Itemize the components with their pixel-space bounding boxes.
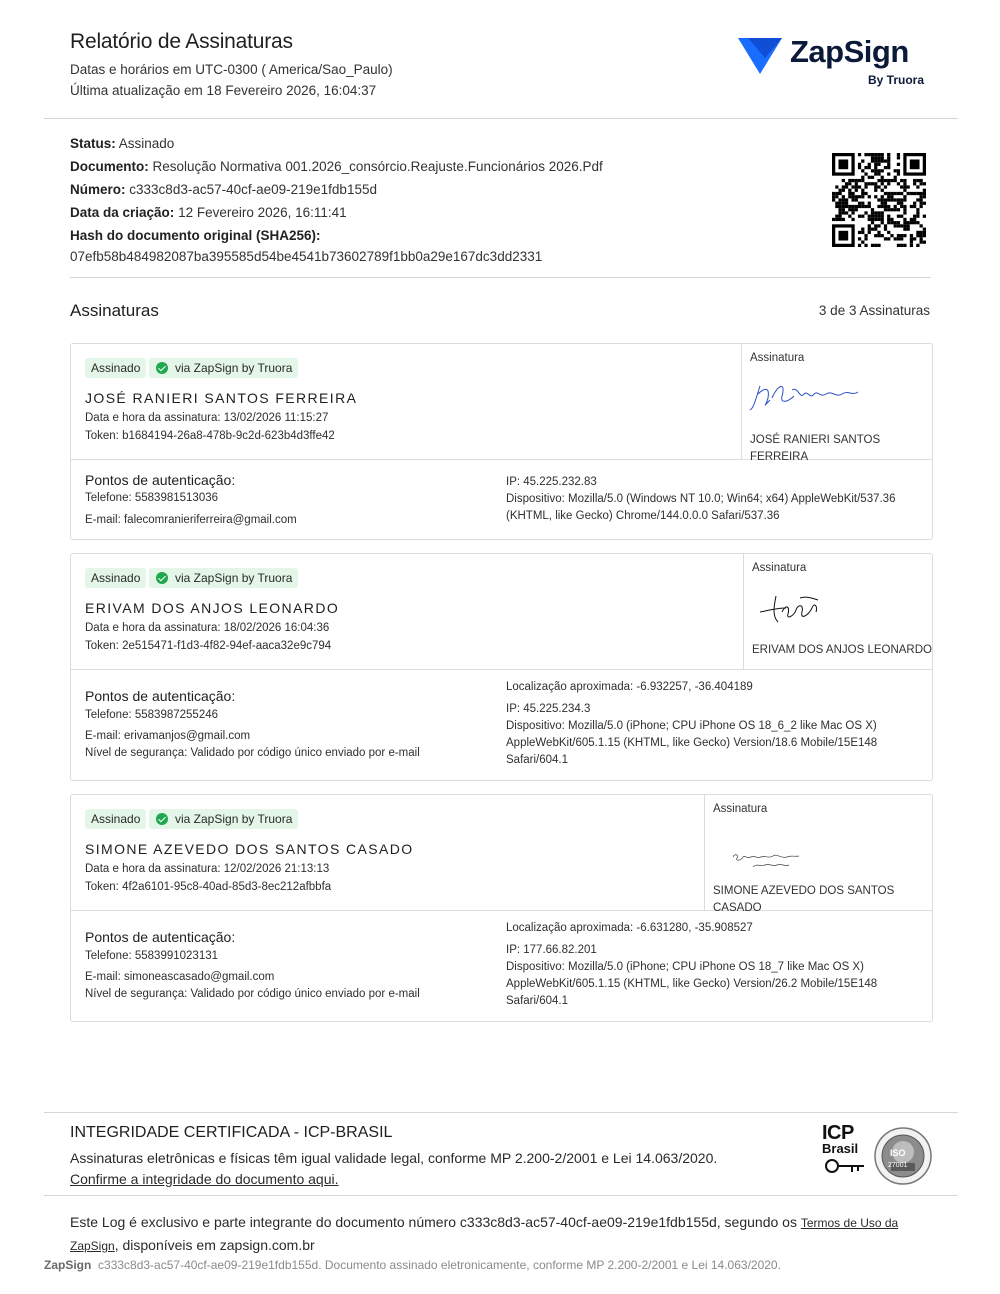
signatures-count: 3 de 3 Assinaturas <box>818 303 930 318</box>
terms-link[interactable]: Termos de Uso da ZapSign <box>70 1216 899 1253</box>
auth-security: Nível de segurança: Validado por código único enviado por e-mail <box>85 747 420 759</box>
qr-code-icon[interactable] <box>832 153 926 247</box>
status-badge: Assinado <box>85 568 146 588</box>
signatures-title: Assinaturas <box>70 301 159 320</box>
timezone-note: Datas e horários em UTC-0300 ( America/Sao_Paulo) <box>70 62 393 77</box>
auth-security: Nível de segurança: Validado por código único enviado por e-mail <box>85 988 420 1000</box>
document-line: Documento: Resolução Normativa 001.2026_consórcio.Reajuste.Funcionários 2026.Pdf <box>70 159 603 174</box>
status-badge: Assinado <box>85 358 146 378</box>
auth-title: Pontos de autenticação: <box>85 688 236 704</box>
divider <box>44 1195 958 1196</box>
document-number: c333c8d3-ac57-40cf-ae09-219e1fdb155d <box>129 182 377 197</box>
divider <box>44 118 958 119</box>
bottom-note <box>44 1258 781 1272</box>
check-icon <box>156 362 168 374</box>
status-badge: Assinado <box>85 809 146 829</box>
integrity-text: Assinaturas eletrônicas e físicas têm igual validade legal, conforme MP 2.200-2/2001 e Lei 14.063/2020. <box>70 1150 718 1166</box>
zapsign-logo-icon <box>738 36 782 76</box>
auth-email: E-mail: simoneascasado@gmail.com <box>85 971 275 983</box>
logo-by-truora: By Truora <box>868 73 925 87</box>
zapsign-logo <box>738 36 938 92</box>
auth-device: Dispositivo: Mozilla/5.0 (iPhone; CPU iPhone OS 18_6_2 like Mac OS X) AppleWebKit/605.1.15 (KHTML, like Gecko) Version/18.6 Mobile/15E148 Safari/604.1 <box>506 720 878 766</box>
via-zapsign-badge: via ZapSign by Truora <box>149 568 298 588</box>
integrity-title: INTEGRIDADE CERTIFICADA - ICP-BRASIL <box>70 1124 393 1141</box>
signature-box <box>704 795 932 914</box>
document-name: Resolução Normativa 001.2026_consórcio.Reajuste.Funcionários 2026.Pdf <box>152 159 603 174</box>
signature-box <box>741 344 932 463</box>
check-icon <box>156 813 168 825</box>
signature-image <box>729 847 819 873</box>
hash-label: Hash do documento original (SHA256): <box>70 228 321 243</box>
signature-name: ERIVAM DOS ANJOS LEONARDO <box>752 644 932 656</box>
signature-label: Assinatura <box>713 803 768 815</box>
bottom-brand: ZapSign <box>44 1258 92 1272</box>
signature-token: Token: 4f2a6101-95c8-40ad-85d3-8ec212afbbfa <box>85 881 332 893</box>
via-zapsign-badge: via ZapSign by Truora <box>149 809 298 829</box>
signer-card <box>70 343 933 540</box>
auth-ip: IP: 45.225.234.3 <box>506 703 591 715</box>
auth-email: E-mail: erivamanjos@gmail.com <box>85 730 251 742</box>
auth-phone: Telefone: 5583981513036 <box>85 492 219 504</box>
auth-email: E-mail: falecomranieriferreira@gmail.com <box>85 514 297 526</box>
auth-device: Dispositivo: Mozilla/5.0 (Windows NT 10.0; Win64; x64) AppleWebKit/537.36 (KHTML, like Gecko) Chrome/144.0.0.0 Safari/537.36 <box>506 493 896 522</box>
signature-box <box>743 554 932 669</box>
iso-label: ISO <box>890 1148 906 1158</box>
log-text: Este Log é exclusivo e parte integrante do documento número c333c8d3-ac57-40cf-ae09-219e1fdb155d, segundo os Termos de Uso da ZapSign, disponíveis em zapsign.com.br <box>70 1214 899 1253</box>
auth-location: Localização aproximada: -6.631280, -35.908527 <box>506 922 753 934</box>
auth-device: Dispositivo: Mozilla/5.0 (iPhone; CPU iPhone OS 18_7 like Mac OS X) AppleWebKit/605.1.15 (KHTML, like Gecko) Version/26.2 Mobile/15E148 Safari/604.1 <box>506 961 878 1007</box>
report-title: Relatório de Assinaturas <box>70 30 293 53</box>
created-line: Data da criação: 12 Fevereiro 2026, 16:11:41 <box>70 205 347 220</box>
signature-label: Assinatura <box>752 562 807 574</box>
last-updated: Última atualização em 18 Fevereiro 2026, 16:04:37 <box>70 83 377 98</box>
auth-title: Pontos de autenticação: <box>85 472 236 488</box>
auth-ip: IP: 45.225.232.83 <box>506 476 597 488</box>
signer-name: ERIVAM DOS ANJOS LEONARDO <box>85 600 340 616</box>
key-icon <box>822 1156 868 1176</box>
status-value: Assinado <box>118 136 175 151</box>
via-zapsign-badge: via ZapSign by Truora <box>149 358 298 378</box>
signature-token: Token: b1684194-26a8-478b-9c2d-623b4d3ffe42 <box>85 430 335 442</box>
signature-name: JOSÉ RANIERI SANTOS FERREIRA <box>750 434 881 463</box>
auth-location: Localização aproximada: -6.932257, -36.404189 <box>506 681 753 693</box>
signature-datetime: Data e hora da assinatura: 13/02/2026 11:15:27 <box>85 412 329 424</box>
signature-image <box>756 590 836 630</box>
signer-name: JOSÉ RANIERI SANTOS FERREIRA <box>85 390 358 406</box>
divider <box>70 277 931 278</box>
signature-label: Assinatura <box>750 352 805 364</box>
signature-datetime: Data e hora da assinatura: 12/02/2026 21:13:13 <box>85 863 330 875</box>
signature-token: Token: 2e515471-f1d3-4f82-94ef-aaca32e9c794 <box>85 640 332 652</box>
signer-name: SIMONE AZEVEDO DOS SANTOS CASADO <box>85 841 414 857</box>
number-line: Número: c333c8d3-ac57-40cf-ae09-219e1fdb155d <box>70 182 377 197</box>
status-line: Status: Assinado <box>70 136 175 151</box>
divider <box>44 1112 958 1113</box>
integrity-link[interactable]: Confirme a integridade do documento aqui. <box>70 1171 339 1187</box>
check-icon <box>156 572 168 584</box>
auth-title: Pontos de autenticação: <box>85 929 236 945</box>
auth-phone: Telefone: 5583987255246 <box>85 709 219 721</box>
auth-ip: IP: 177.66.82.201 <box>506 944 597 956</box>
signature-name: SIMONE AZEVEDO DOS SANTOS CASADO <box>713 885 895 914</box>
created-date: 12 Fevereiro 2026, 16:11:41 <box>178 205 347 220</box>
signature-datetime: Data e hora da assinatura: 18/02/2026 16:04:36 <box>85 622 330 634</box>
iso-number: 27001 <box>888 1162 908 1169</box>
signature-image <box>748 380 868 416</box>
logo-wordmark: ZapSign <box>790 34 909 69</box>
auth-phone: Telefone: 5583991023131 <box>85 950 219 962</box>
icp-brasil-logo: ICP Brasil <box>822 1124 872 1184</box>
bottom-text: c333c8d3-ac57-40cf-ae09-219e1fdb155d. Documento assinado eletronicamente, conforme MP 2.200-2/2001 e Lei 14.063/2020. <box>98 1258 781 1272</box>
signer-card <box>70 794 933 1022</box>
hash-value: 07efb58b484982087ba395585d54be4541b73602789f1bb0a29e167dc3dd2331 <box>70 249 543 264</box>
signer-card <box>70 553 933 781</box>
